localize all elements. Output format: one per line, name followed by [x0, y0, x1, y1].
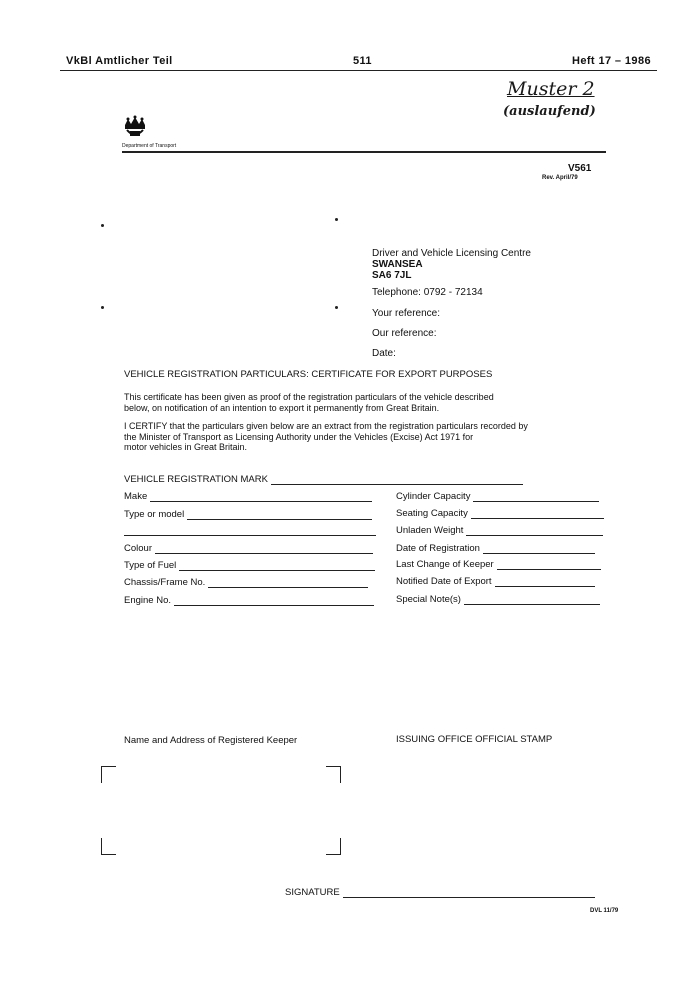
- engine-line[interactable]: [174, 596, 374, 606]
- type-model-label: Type or model: [124, 509, 185, 520]
- registration-mark-label: VEHICLE REGISTRATION MARK: [124, 474, 268, 485]
- address-line1: Driver and Vehicle Licensing Centre: [372, 248, 531, 259]
- scan-dot: [335, 218, 338, 221]
- colour-line[interactable]: [155, 544, 373, 554]
- keeper-change-field[interactable]: [396, 559, 601, 570]
- paragraph-purpose: [124, 392, 604, 413]
- type-model-line[interactable]: [187, 510, 372, 520]
- window-corner-top-left: [101, 766, 116, 783]
- cylinder-line[interactable]: [473, 492, 599, 502]
- type-model-extra-line[interactable]: [124, 535, 376, 536]
- window-corner-bottom-left: [101, 838, 116, 855]
- unladen-line[interactable]: [466, 526, 603, 536]
- paragraph-certify-line1: I CERTIFY that the particulars given below are an extract from the registration particulars recorded by: [124, 421, 528, 431]
- chassis-field[interactable]: [124, 577, 368, 588]
- make-field[interactable]: [124, 491, 372, 502]
- your-reference-label: Your reference:: [372, 308, 441, 319]
- paragraph-certify-line3: motor vehicles in Great Britain.: [124, 442, 248, 452]
- registration-date-field[interactable]: [396, 543, 595, 554]
- unladen-label: Unladen Weight: [396, 525, 464, 536]
- seating-label: Seating Capacity: [396, 508, 468, 519]
- unladen-field[interactable]: [396, 525, 603, 536]
- type-model-field[interactable]: [124, 509, 372, 520]
- cylinder-field[interactable]: [396, 491, 599, 502]
- department-name: Department of Transport: [122, 143, 177, 149]
- signature-field[interactable]: [285, 887, 595, 898]
- address-postcode: SA6 7JL: [372, 270, 412, 281]
- special-notes-line[interactable]: [464, 595, 600, 605]
- paragraph-certify: [124, 421, 604, 453]
- paragraph-purpose-line2: below, on notification of an intention to export it permanently from Great Britain.: [124, 402, 440, 413]
- make-label: Make: [124, 491, 148, 502]
- telephone: Telephone: 0792 - 72134: [372, 287, 483, 298]
- paragraph-certify-line2: the Minister of Transport as Licensing Authority under the Vehicles (Excise) Act 1971 for: [124, 431, 474, 442]
- date-label: Date:: [372, 348, 396, 359]
- registration-mark-field[interactable]: [124, 474, 523, 485]
- footer-code: DVL 11/79: [590, 908, 619, 914]
- keeper-label: Name and Address of Registered Keeper: [124, 735, 298, 746]
- fuel-type-label: Type of Fuel: [124, 560, 177, 571]
- issue-number: Heft 17 – 1986: [572, 55, 651, 67]
- publication-title: VkBl Amtlicher Teil: [66, 55, 173, 67]
- muster-annotation: Muster 2: [507, 78, 595, 100]
- scan-dot: [335, 306, 338, 309]
- keeper-change-label: Last Change of Keeper: [396, 559, 494, 570]
- export-date-label: Notified Date of Export: [396, 576, 492, 587]
- signature-label: SIGNATURE: [285, 887, 340, 898]
- window-corner-bottom-right: [326, 838, 341, 855]
- crown-crest-icon: [122, 115, 148, 141]
- chassis-line[interactable]: [208, 578, 368, 588]
- seating-line[interactable]: [471, 509, 604, 519]
- our-reference-label: Our reference:: [372, 328, 437, 339]
- keeper-change-line[interactable]: [497, 560, 601, 570]
- engine-label: Engine No.: [124, 595, 172, 606]
- registration-date-line[interactable]: [483, 544, 595, 554]
- scan-dot: [101, 224, 104, 227]
- form-number: V561: [568, 163, 592, 174]
- form-revision: Rev. April/79: [542, 175, 578, 181]
- scan-dot: [101, 306, 104, 309]
- special-notes-field[interactable]: [396, 594, 600, 605]
- export-date-field[interactable]: [396, 576, 595, 587]
- chassis-label: Chassis/Frame No.: [124, 577, 206, 588]
- header-rule: [60, 70, 657, 71]
- special-notes-label: Special Note(s): [396, 594, 461, 605]
- registration-mark-line[interactable]: [271, 475, 523, 485]
- address-city: SWANSEA: [372, 259, 423, 270]
- engine-field[interactable]: [124, 595, 374, 606]
- colour-label: Colour: [124, 543, 152, 554]
- export-date-line[interactable]: [495, 577, 595, 587]
- logo-rule: [122, 151, 606, 153]
- registration-date-label: Date of Registration: [396, 543, 480, 554]
- make-line[interactable]: [150, 492, 372, 502]
- fuel-type-field[interactable]: [124, 560, 375, 571]
- status-annotation: (auslaufend): [503, 104, 596, 119]
- signature-line[interactable]: [343, 888, 595, 898]
- fuel-type-line[interactable]: [179, 561, 375, 571]
- cylinder-label: Cylinder Capacity: [396, 491, 471, 502]
- window-corner-top-right: [326, 766, 341, 783]
- stamp-label: ISSUING OFFICE OFFICIAL STAMP: [396, 734, 553, 745]
- certificate-title: VEHICLE REGISTRATION PARTICULARS: CERTIFICATE FOR EXPORT PURPOSES: [124, 369, 493, 380]
- page-number: 511: [353, 55, 372, 67]
- seating-field[interactable]: [396, 508, 604, 519]
- paragraph-purpose-line1: This certificate has been given as proof of the registration particulars of the vehicle described: [124, 392, 494, 402]
- colour-field[interactable]: [124, 543, 373, 554]
